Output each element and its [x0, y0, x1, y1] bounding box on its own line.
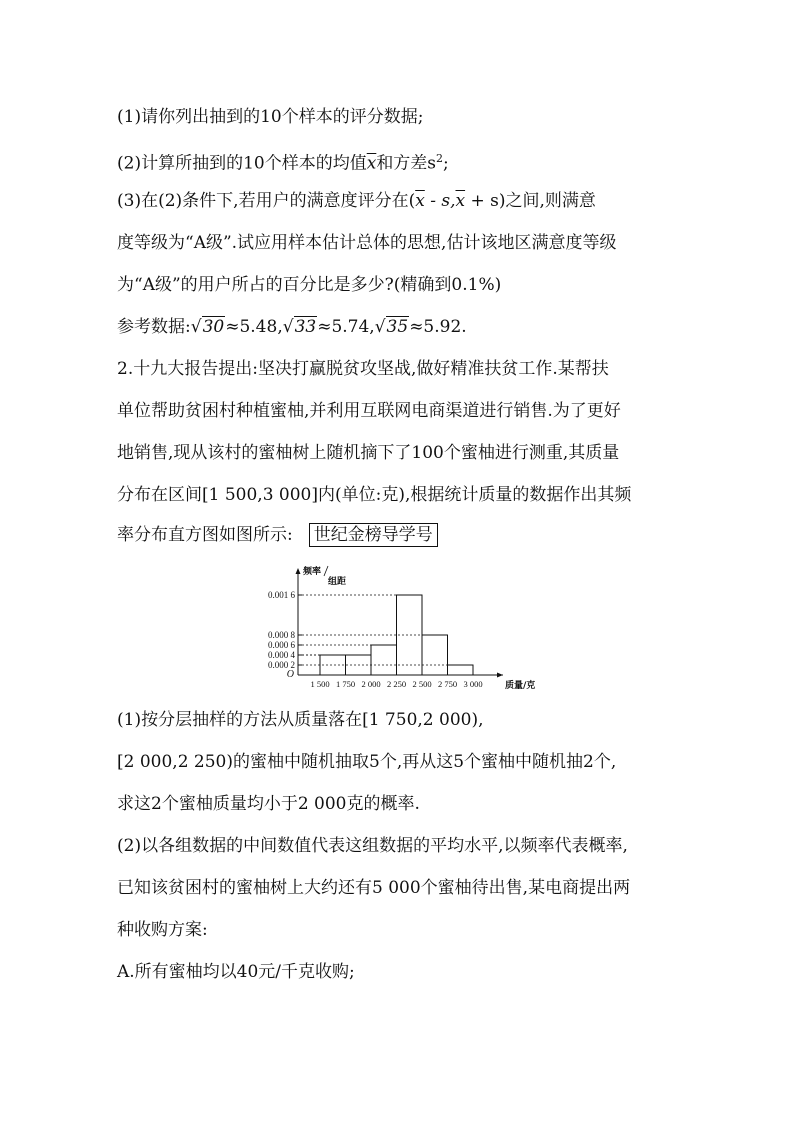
option-a: A.所有蜜柚均以40元/千克收购; [117, 962, 355, 982]
problem2-line5 [117, 523, 438, 547]
y-axis-label-top: 频率 [303, 567, 322, 577]
y-tick-label: 0.000 6 [268, 640, 295, 650]
part2-q2-line2: 已知该贫困村的蜜柚树上大约还有5 000个蜜柚待出售,某电商提出两 [117, 878, 631, 898]
ref-value-2: ≈5.74, [317, 317, 375, 337]
part2-q2-line1: (2)以各组数据的中间数值代表这组数据的平均水平,以频率代表概率, [117, 836, 628, 856]
q2-text-a: (2)计算所抽到的10个样本的均值 [117, 153, 367, 174]
x-axis-label: 质量/克 [505, 681, 536, 691]
q3-text-line3: 为“A级”的用户所占的百分比是多少?(精确到0.1%) [117, 275, 502, 295]
boxed-label: 世纪金榜导学号 [309, 523, 438, 547]
part2-q1-line1: (1)按分层抽样的方法从质量落在[1 750,2 000), [117, 710, 484, 730]
q2-text-b: 和方差s [376, 153, 437, 174]
part2-q1-line3: 求这2个蜜柚质量均小于2 000克的概率. [117, 794, 420, 814]
x-tick-label: 1 500 [310, 679, 330, 689]
ref-value-1: ≈5.48, [225, 317, 283, 337]
y-axis-label-bottom: 组距 [328, 577, 347, 587]
y-tick-label: 0.000 4 [268, 650, 295, 660]
sqrt-33 [283, 315, 317, 339]
problem2-line3: 地销售,现从该村的蜜柚树上随机摘下了100个蜜柚进行测重,其质量 [117, 443, 620, 463]
radical-sign-icon: √ [374, 317, 386, 337]
x-axis-arrow-icon [497, 673, 503, 678]
q3-text-a: (3)在(2)条件下,若用户的满意度评分在( [117, 191, 416, 211]
radical-sign-icon: √ [282, 317, 294, 337]
q3-text-mid: - s, [424, 191, 456, 211]
y-tick-label: 0.001 6 [268, 590, 295, 600]
superscript-2: 2 [436, 152, 444, 165]
y-axis-arrow-icon [296, 568, 301, 574]
x-tick-label: 3 000 [463, 679, 483, 689]
part2-q2-line3: 种收购方案: [117, 920, 208, 940]
reference-data [117, 315, 467, 339]
problem2-line1: 2.十九大报告提出:坚决打赢脱贫攻坚战,做好精准扶贫工作.某帮扶 [117, 359, 609, 379]
q1-text: (1)请你列出抽到的10个样本的评分数据; [117, 107, 424, 127]
y-tick-label: 0.000 8 [268, 630, 295, 640]
q3-text-end: + s)之间,则满意 [465, 191, 596, 211]
origin-label: O [286, 669, 294, 680]
xbar-symbol-2: $\overline{x}$ [455, 191, 466, 211]
x-tick-label: 1 750 [335, 679, 356, 689]
q3-text-line1 [117, 189, 596, 213]
q3-text-line2: 度等级为“A级”.试应用样本估计总体的思想,估计该地区满意度等级 [117, 233, 617, 253]
y-axis-label-slash [324, 566, 328, 576]
problem2-line5-text: 率分布直方图如图所示: [117, 525, 293, 545]
sqrt-30 [191, 315, 225, 339]
x-tick-label: 2 000 [361, 679, 381, 689]
histogram-bar [422, 635, 448, 675]
x-tick-label: 2 750 [437, 679, 458, 689]
xbar-symbol-1: $\overline{x}$ [415, 191, 425, 211]
sqrt-arg-35: 35 [386, 317, 409, 337]
x-tick-label: 2 250 [386, 679, 407, 689]
q2-text [117, 147, 449, 176]
problem2-line2: 单位帮助贫困村种植蜜柚,并利用互联网电商渠道进行销售.为了更好 [117, 401, 621, 421]
reference-label: 参考数据: [117, 317, 191, 337]
xbar-symbol: $\overline{x}$ [366, 153, 377, 174]
part2-q1-line2: [2 000,2 250)的蜜柚中随机抽取5个,再从这5个蜜柚中随机抽2个, [117, 752, 617, 772]
problem2-line4: 分布在区间[1 500,3 000]内(单位:克),根据统计质量的数据作出其频 [117, 485, 632, 505]
x-tick-label: 2 500 [412, 679, 432, 689]
histogram-bar [371, 645, 397, 675]
y-tick-label: 0.000 2 [268, 660, 295, 670]
sqrt-arg-33: 33 [294, 317, 317, 337]
sqrt-35 [375, 315, 409, 339]
q2-text-c: ; [443, 153, 449, 174]
radical-sign-icon: √ [190, 317, 202, 337]
histogram-bar [448, 665, 474, 675]
histogram-chart [258, 560, 558, 695]
sqrt-arg-30: 30 [202, 317, 225, 337]
ref-value-3: ≈5.92. [409, 317, 467, 337]
